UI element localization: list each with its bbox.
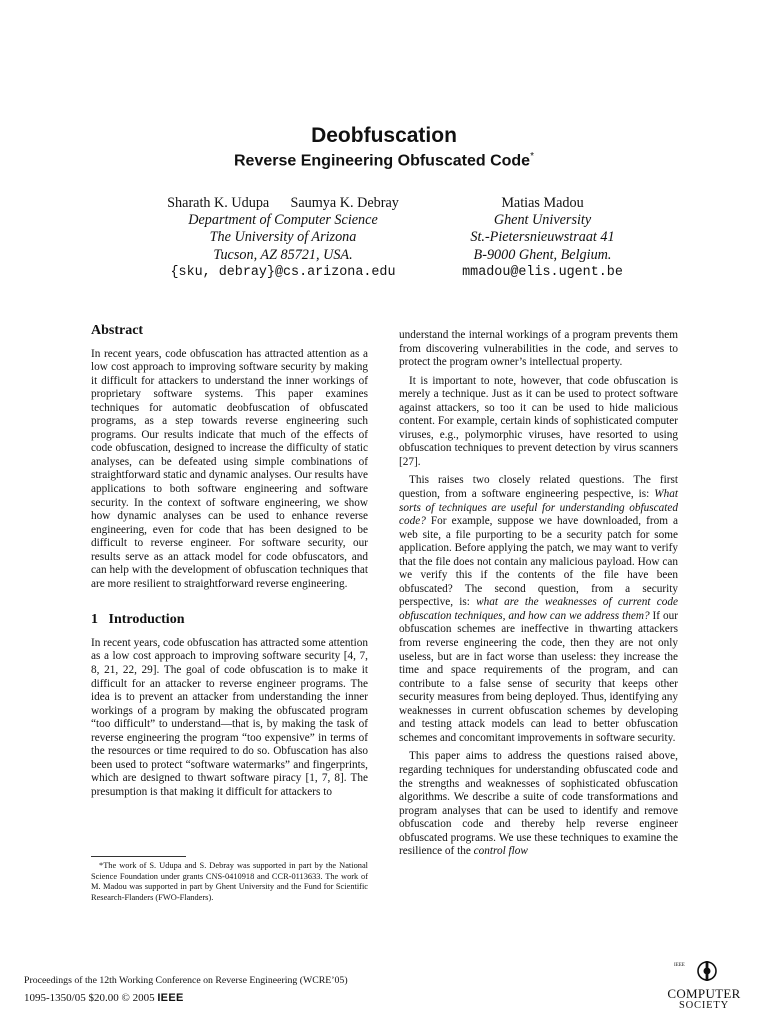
price-text: 1095-1350/05 $20.00 © 2005: [24, 992, 158, 1004]
author-street-right: St.-Pietersnieuwstraat 41: [470, 229, 615, 246]
subtitle-footnote-marker: *: [530, 151, 534, 162]
footnote-rule: [91, 856, 186, 857]
p4-italic: control flow: [473, 845, 528, 858]
p4-text: This paper aims to address the questions raised above, regarding techniques for understanding obfuscated code and the strengths and weaknesses of sophisticated obfuscation algorithms. We describe a suite of code transformations and program analyses that can be used to identify and remove obfuscation code and thereby help reverse engineer obfuscated programs. We use these techniques to examine the resilience of the: [399, 750, 678, 858]
intro-heading: 1 Introduction: [91, 612, 185, 628]
author-dept-left: Department of Computer Science: [188, 212, 378, 229]
right-paragraph-3: [399, 474, 678, 745]
author-names-left: Sharath K. Udupa Saumya K. Debray: [167, 195, 399, 211]
author-email-left: {sku, debray}@cs.arizona.edu: [170, 264, 396, 280]
author-univ-right: Ghent University: [493, 212, 592, 229]
logo-line1: COMPUTER: [667, 986, 741, 1001]
right-paragraph-1: understand the internal workings of a program prevents them from discovering vulnerabilities in the code, and serves to protect the program owner’s intellectual property.: [399, 329, 678, 369]
p3-question-1: What sorts of techniques are useful for understanding obfuscated code?: [399, 488, 678, 528]
ieee-wordmark: IEEE: [157, 992, 184, 1004]
right-paragraph-2: It is important to note, however, that code obfuscation is merely a technique. Just as it can be used to protect software against attackers, so too it can be used to hide malicious content. For example, certain kinds of sophisticated computer viruses, e.g., polymorphic viruses, have resorted to using obfuscation techniques to prevent detection by virus scanners [27].: [399, 374, 678, 468]
author-names-right: Matias Madou: [501, 195, 584, 211]
subtitle-text: Reverse Engineering Obfuscated Code: [234, 152, 531, 170]
footnote: [91, 861, 368, 903]
computer-society-logo: [664, 960, 744, 1010]
paper-subtitle: [0, 151, 768, 170]
authors-right: [430, 195, 655, 281]
logo-line2: SOCIETY: [679, 1000, 729, 1011]
right-paragraph-4: [399, 750, 678, 858]
logo-small-text: IEEE: [674, 963, 685, 968]
abstract-heading: Abstract: [91, 323, 144, 338]
paper-title: Deobfuscation: [311, 124, 457, 147]
p3-text-a: This raises two closely related questions. The first question, from a software engineering pespective, is:: [399, 474, 678, 501]
author-email-right: mmadou@elis.ugent.be: [462, 264, 623, 280]
abstract-text: In recent years, code obfuscation has attracted attention as a low cost approach to improving software security by making it difficult for attackers to understand the inner workings of proprietary software systems. This paper examines techniques for automatic deobfuscation of obfuscated programs, as a step towards reverse engineering such programs. Our results indicate that much of the effects of code obfuscation, designed to increase the difficulty of static analyses, can be defeated using simple combinations of straightforward static and dynamic analyses. Our results have applications to both software engineering and software security. In the context of software engineering, we show how dynamic analyses can be used to enhance reverse engineering, even for code that has been designed to be difficult to reverse engineer. For software security, our results serve as an attack model for code obfuscators, and can help with the development of obfuscation techniques that are more resilient to straightforward reverse engineering.: [91, 347, 368, 590]
intro-text: In recent years, code obfuscation has attracted some attention as a low cost approach to improving software security [4, 7, 8, 21, 22, 29]. The goal of code obfuscation is to make it difficult for an attacker to reverse engineer programs. The idea is to prevent an attacker from understanding the inner workings of a program by making the obfuscated program “too difficult” to understand—that is, by making the task of reverse engineering the program “too expensive” in terms of the resources or time required to do so. Obfuscation has also been used to protect “software watermarks” and fingerprints, which are designed to thwart software piracy [1, 7, 8]. The presumption is that making it difficult for attackers to: [91, 636, 368, 798]
footnote-text: *The work of S. Udupa and S. Debray was supported in part by the National Science Foundation under grants CNS-0410918 and CCR-0113633. The work of M. Madou was supported in part by Ghent University and the Fund for Scientific Research-Flanders (FWO-Flanders).: [91, 861, 368, 902]
proceedings-line: Proceedings of the 12th Working Conference on Reverse Engineering (WCRE’05): [24, 975, 348, 986]
author-city-right: B-9000 Ghent, Belgium.: [473, 246, 612, 263]
p3-text-b: For example, suppose we have downloaded, from a web site, a file purporting to be a security patch for some application. Before applying the patch, we may want to verify that the file does not contain any malicious payload. How can we verify this if the contents of the file have been obfuscated? The second question, from a security perspective, is:: [399, 515, 678, 609]
left-column: [91, 324, 368, 800]
price-line: [24, 992, 184, 1004]
author-city-left: Tucson, AZ 85721, USA.: [213, 246, 353, 263]
p3-question-2: what are the weaknesses of current code obfuscation techniques, and how can we address them?: [399, 596, 678, 622]
p3-text-c: If our obfuscation schemes are ineffective in thwarting attackers from reverse engineering the code, then they are not only useless, but are in fact worse than useless: they increase the time and space requirements of the program, and can contribute to a false sense of security that keeps other security measures from being deployed. Thus, identifying any weaknesses in current obfuscation schemes by developing and testing attack models can lead to better obfuscation schemes and concomitant improvements in software security.: [399, 609, 678, 744]
author-univ-left: The University of Arizona: [209, 229, 357, 246]
right-column: [399, 329, 678, 859]
authors-left: [138, 195, 428, 281]
